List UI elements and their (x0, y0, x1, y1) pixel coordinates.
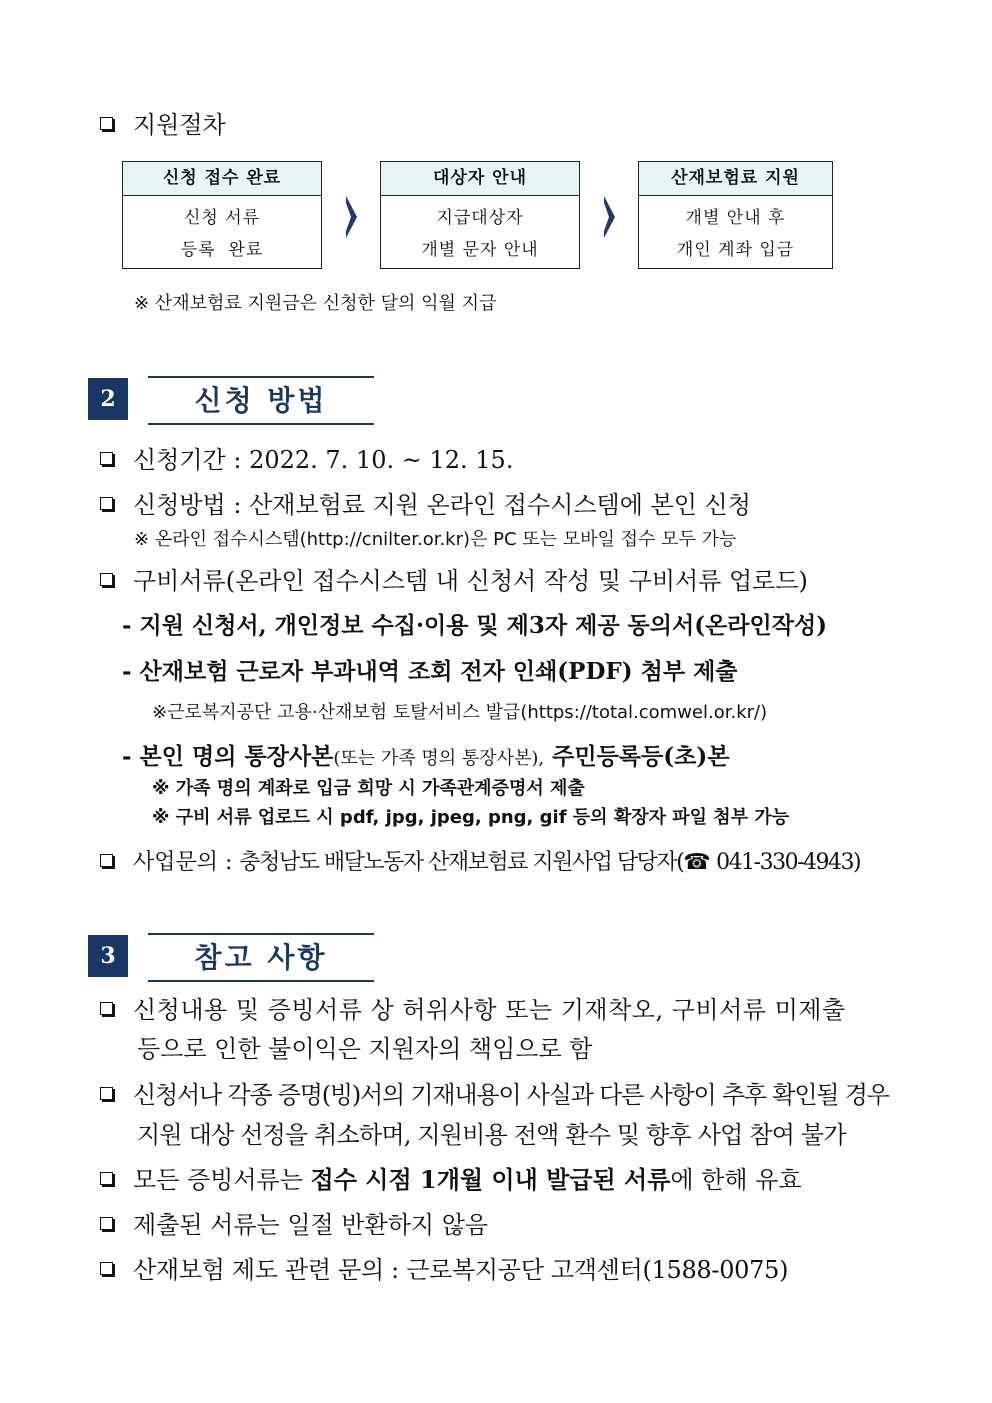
section-title-wrap (148, 933, 374, 982)
doc-item-3-note-1: ※ 가족 명의 계좌로 입금 희망 시 가족관계증명서 제출 (152, 778, 585, 799)
section-title: 참고 사항 (194, 941, 328, 974)
step-box-1 (122, 161, 322, 269)
note-item-3-b: 접수 시점 1개월 이내 발급된 서류 (310, 1165, 671, 1194)
period-text: 신청기간 : 2022. 7. 10. ~ 12. 15. (133, 446, 514, 474)
telephone-icon: ☎ (683, 850, 711, 875)
step-line: 등록 완료 (180, 240, 264, 260)
inquiry-row (100, 848, 860, 878)
step-title: 신청 접수 완료 (123, 162, 321, 196)
checkbox-bullet-icon (100, 573, 113, 586)
section-title-wrap (148, 376, 374, 425)
method-note: ※ 온라인 접수시스템(http://cnilter.or.kr)은 PC 또는 모바일 접수 모두 가능 (134, 529, 737, 550)
chevron-right-icon (346, 196, 357, 238)
docs-row (100, 566, 808, 596)
chevron-right-icon (604, 196, 615, 238)
checkbox-bullet-icon (100, 1087, 113, 1100)
note-item-5-text: 산재보험 제도 관련 문의 : 근로복지공단 고객센터(1588-0075) (133, 1256, 789, 1284)
procedure-note: ※ 산재보험료 지원금은 신청한 달의 익월 지급 (134, 293, 497, 314)
checkbox-bullet-icon (100, 497, 113, 510)
note-item-1-line-1: 신청내용 및 증빙서류 상 허위사항 또는 기재착오, 구비서류 미제출 (133, 996, 846, 1024)
note-item-3-c: 에 한해 유효 (670, 1166, 802, 1194)
inquiry-label: 사업문의 : (133, 850, 240, 875)
note-item-4-text: 제출된 서류는 일절 반환하지 않음 (133, 1211, 489, 1239)
procedure-heading-row (100, 110, 226, 140)
note-item-4 (100, 1210, 488, 1240)
section-title: 신청 방법 (194, 384, 328, 417)
note-item-2-line-2: 지원 대상 선정을 취소하며, 지원비용 전액 환수 및 향후 사업 참여 불가 (137, 1121, 846, 1149)
method-text: 신청방법 : 산재보험료 지원 온라인 접수시스템에 본인 신청 (133, 491, 751, 519)
docs-text: 구비서류(온라인 접수시스템 내 신청서 작성 및 구비서류 업로드) (133, 567, 808, 595)
section-number: 3 (88, 935, 128, 977)
checkbox-bullet-icon (100, 1172, 113, 1185)
step-line: 개별 문자 안내 (421, 240, 539, 260)
doc-item-3-sub: (또는 가족 명의 통장사본), (333, 748, 545, 769)
step-line: 개별 안내 후 (685, 208, 786, 228)
procedure-heading: 지원절차 (133, 111, 226, 139)
step-line: 지급대상자 (436, 208, 524, 228)
step-line: 신청 서류 (183, 208, 261, 228)
doc-item-3-extra: 주민등록등(초)본 (544, 743, 730, 770)
doc-item-2: - 산재보험 근로자 부과내역 조회 전자 인쇄(PDF) 첨부 제출 (122, 658, 738, 685)
note-item-2 (100, 1080, 889, 1110)
step-box-3 (638, 161, 833, 269)
checkbox-bullet-icon (100, 452, 113, 465)
step-box-2 (380, 161, 580, 269)
checkbox-bullet-icon (100, 1217, 113, 1230)
checkbox-bullet-icon (100, 1002, 113, 1015)
note-item-3-a: 모든 증빙서류는 (133, 1166, 311, 1194)
step-line: 개인 계좌 입금 (676, 240, 795, 260)
step-title: 대상자 안내 (381, 162, 579, 196)
checkbox-bullet-icon (100, 854, 113, 867)
doc-item-3 (122, 742, 729, 774)
note-item-3 (100, 1165, 802, 1195)
doc-item-3-main: - 본인 명의 통장사본 (122, 743, 334, 770)
step-title: 산재보험료 지원 (639, 162, 832, 196)
doc-item-1: - 지원 신청서, 개인정보 수집·이용 및 제3자 제공 동의서(온라인작성) (122, 612, 828, 639)
inquiry-text: 충청남도 배달노동자 산재보험료 지원사업 담당자( (239, 850, 684, 875)
checkbox-bullet-icon (100, 1262, 113, 1275)
note-item-2-line-1: 신청서나 각종 증명(빙)서의 기재내용이 사실과 다른 사항이 추후 확인될 경우 (133, 1081, 889, 1109)
section-number: 2 (88, 378, 128, 420)
doc-item-3-note-2: ※ 구비 서류 업로드 시 pdf, jpg, jpeg, png, gif 등의 확장자 파일 첨부 가능 (152, 807, 790, 828)
note-item-5 (100, 1255, 788, 1285)
doc-item-2-note: ※근로복지공단 고용·산재보험 토탈서비스 발급(https://total.comwel.or.kr/) (152, 702, 768, 723)
method-row (100, 490, 751, 520)
checkbox-bullet-icon (100, 117, 113, 130)
period-row (100, 445, 513, 475)
note-item-1 (100, 995, 846, 1025)
note-item-1-line-2: 등으로 인한 불이익은 지원자의 책임으로 함 (137, 1035, 593, 1063)
inquiry-phone: 041-330-4943) (710, 850, 861, 875)
